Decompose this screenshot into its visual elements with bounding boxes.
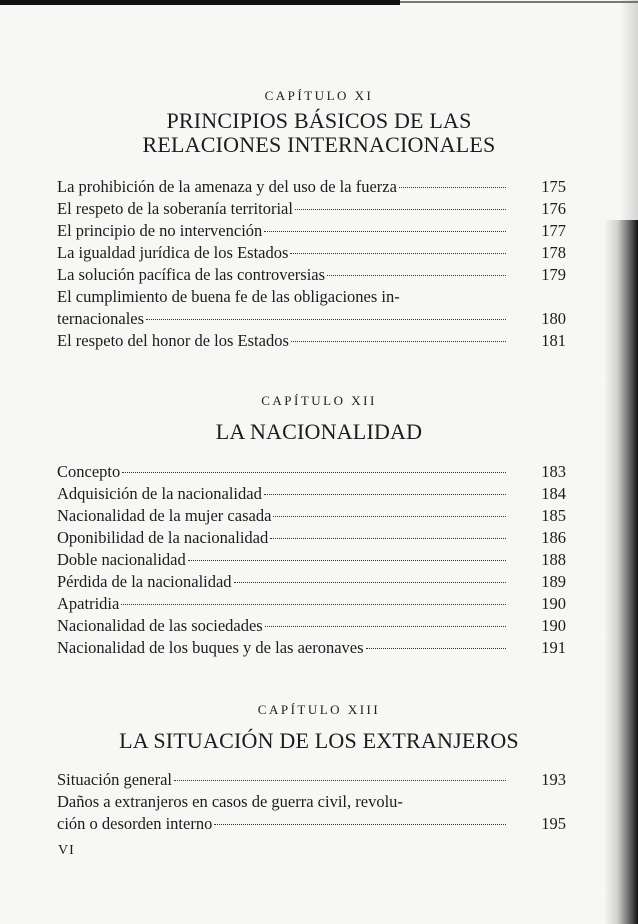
toc-entry-page: 177 xyxy=(541,221,566,240)
dot-leader xyxy=(146,319,506,320)
toc-entry[interactable] xyxy=(57,571,566,593)
chapter-xiii-title: LA SITUACIÓN DE LOS EXTRANJEROS xyxy=(119,728,519,753)
toc-entry-text: La solución pacífica de las controversias xyxy=(57,265,326,284)
toc-entry[interactable] xyxy=(57,769,566,791)
toc-entry-text-line1: El cumplimiento de buena fe de las obligaciones in- xyxy=(57,287,400,306)
chapter-xii-title: LA NACIONALIDAD xyxy=(215,419,423,444)
page-numeral: VI xyxy=(58,843,75,858)
toc-entry-text: Adquisición de la nacionalidad xyxy=(57,484,262,503)
toc-entry-text: Pérdida de la nacionalidad xyxy=(57,572,232,591)
dot-leader xyxy=(122,472,506,473)
toc-entry-page: 188 xyxy=(541,550,566,569)
toc-entry[interactable] xyxy=(57,549,566,571)
toc-entry-page: 191 xyxy=(541,638,566,657)
toc-entry-page: 183 xyxy=(541,462,566,481)
page-binding-shadow xyxy=(604,220,638,924)
toc-entry[interactable] xyxy=(57,791,566,835)
toc-entry[interactable] xyxy=(57,483,566,505)
dot-leader xyxy=(265,626,506,627)
toc-entry-page: 193 xyxy=(541,770,566,789)
dot-leader xyxy=(399,187,506,188)
dot-leader xyxy=(291,341,506,342)
toc-entry-text: Nacionalidad de los buques y de las aeronaves xyxy=(57,638,364,657)
toc-entry-text: El respeto de la soberanía territorial xyxy=(57,199,293,218)
dot-leader xyxy=(264,494,506,495)
toc-entry-page: 179 xyxy=(541,265,566,284)
dot-leader xyxy=(121,604,506,605)
toc-entry-text: Apatridia xyxy=(57,594,120,613)
toc-entry[interactable] xyxy=(57,176,566,198)
toc-entry-page: 184 xyxy=(541,484,566,503)
toc-entry-page: 180 xyxy=(541,309,566,328)
toc-entry-text-line2: ternacionales xyxy=(57,309,145,328)
toc-entry[interactable] xyxy=(57,264,566,286)
toc-entry-text: Concepto xyxy=(57,462,121,481)
toc-entry-page: 175 xyxy=(541,177,566,196)
toc-entry-text: El respeto del honor de los Estados xyxy=(57,331,289,350)
toc-entry[interactable] xyxy=(57,615,566,637)
dot-leader xyxy=(264,231,506,232)
chapter-xi-title-line1: PRINCIPIOS BÁSICOS DE LAS xyxy=(166,108,472,133)
dot-leader xyxy=(290,253,506,254)
toc-entry-page: 190 xyxy=(541,616,566,635)
toc-entry-text-line2: ción o desorden interno xyxy=(57,814,213,833)
toc-entry-text: El principio de no intervención xyxy=(57,221,263,240)
toc-entry[interactable] xyxy=(57,242,566,264)
toc-entry-text: Doble nacionalidad xyxy=(57,550,186,569)
chapter-xi-toc xyxy=(57,176,566,352)
dot-leader xyxy=(327,275,506,276)
toc-entry[interactable] xyxy=(57,220,566,242)
toc-entry-text-line1: Daños a extranjeros en casos de guerra civil, revolu- xyxy=(57,792,403,811)
toc-entry-page: 185 xyxy=(541,506,566,525)
dot-leader xyxy=(214,824,506,825)
toc-entry-text: Nacionalidad de las sociedades xyxy=(57,616,263,635)
toc-entry-page: 176 xyxy=(541,199,566,218)
toc-entry[interactable] xyxy=(57,461,566,483)
chapter-xiii-toc xyxy=(57,769,566,835)
dot-leader xyxy=(295,209,506,210)
chapter-xii-toc xyxy=(57,461,566,659)
toc-entry-text: La prohibición de la amenaza y del uso de la fuerza xyxy=(57,177,397,196)
toc-entry-text: Oponibilidad de la nacionalidad xyxy=(57,528,269,547)
chapter-xi-label: CAPÍTULO XI xyxy=(264,88,374,103)
toc-entry[interactable] xyxy=(57,286,566,330)
toc-entry-text: Nacionalidad de la mujer casada xyxy=(57,506,272,525)
dot-leader xyxy=(234,582,506,583)
toc-entry-page: 189 xyxy=(541,572,566,591)
toc-entry[interactable] xyxy=(57,330,566,352)
toc-entry-page: 186 xyxy=(541,528,566,547)
dot-leader xyxy=(366,648,506,649)
dot-leader xyxy=(188,560,506,561)
toc-entry-page: 181 xyxy=(541,331,566,350)
toc-entry-page: 178 xyxy=(541,243,566,262)
toc-entry-page: 190 xyxy=(541,594,566,613)
dot-leader xyxy=(174,780,506,781)
toc-entry-text: La igualdad jurídica de los Estados xyxy=(57,243,289,262)
toc-entry[interactable] xyxy=(57,505,566,527)
toc-entry-text: Situación general xyxy=(57,770,173,789)
toc-entry[interactable] xyxy=(57,637,566,659)
scan-top-edge xyxy=(0,0,400,5)
dot-leader xyxy=(270,538,506,539)
dot-leader xyxy=(273,516,506,517)
toc-entry-page: 195 xyxy=(541,814,566,833)
chapter-xi-title-line2: RELACIONES INTERNACIONALES xyxy=(142,132,496,157)
scan-top-edge-fade xyxy=(400,1,638,3)
chapter-xii-label: CAPÍTULO XII xyxy=(261,393,377,408)
chapter-xiii-label: CAPÍTULO XIII xyxy=(257,702,381,717)
toc-entry[interactable] xyxy=(57,593,566,615)
toc-entry[interactable] xyxy=(57,198,566,220)
toc-entry[interactable] xyxy=(57,527,566,549)
